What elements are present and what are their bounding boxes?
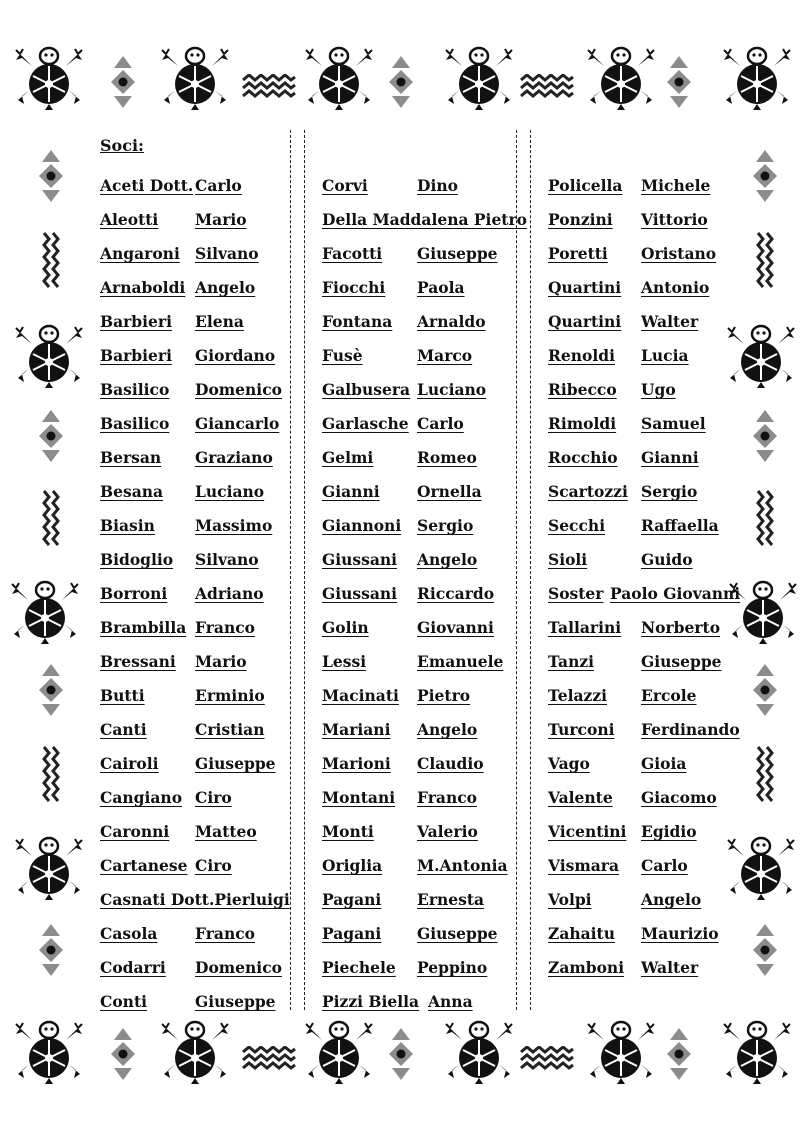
member-firstname: Carlo bbox=[641, 856, 688, 875]
member-firstname: Silvano bbox=[195, 244, 259, 263]
member-surname: Aleotti bbox=[100, 210, 159, 229]
member-firstname: Giuseppe bbox=[195, 992, 276, 1011]
turtle-icon bbox=[444, 44, 514, 110]
member-surname: Giussani bbox=[322, 550, 398, 569]
member-firstname: Marco bbox=[417, 346, 473, 365]
member-surname: Biasin bbox=[100, 516, 155, 535]
member-firstname: Egidio bbox=[641, 822, 697, 841]
diamond-icon bbox=[38, 922, 64, 978]
member-surname: Barbieri bbox=[100, 312, 172, 331]
member-firstname: Emanuele bbox=[417, 652, 504, 671]
member-surname: Volpi bbox=[548, 890, 592, 909]
zigzag-icon bbox=[242, 1046, 296, 1070]
member-surname: Cartanese bbox=[100, 856, 188, 875]
turtle-icon bbox=[304, 44, 374, 110]
zigzag-icon bbox=[754, 490, 776, 546]
member-surname: Basilico bbox=[100, 414, 170, 433]
member-surname: Codarri bbox=[100, 958, 166, 977]
member-surname: Scartozzi bbox=[548, 482, 628, 501]
turtle-icon bbox=[14, 322, 84, 388]
member-surname: Pagani bbox=[322, 890, 382, 909]
zigzag-icon bbox=[754, 746, 776, 802]
member-surname: Caronni bbox=[100, 822, 170, 841]
member-surname: Casola bbox=[100, 924, 158, 943]
member-surname: Renoldi bbox=[548, 346, 615, 365]
turtle-icon bbox=[10, 578, 80, 644]
member-surname: Zahaitu bbox=[548, 924, 615, 943]
member-firstname: Angelo bbox=[195, 278, 256, 297]
diamond-icon bbox=[38, 662, 64, 718]
diamond-icon bbox=[666, 1026, 692, 1082]
member-firstname: M.Antonia bbox=[417, 856, 508, 875]
member-firstname: Mario bbox=[195, 652, 247, 671]
member-firstname: Michele bbox=[641, 176, 711, 195]
turtle-icon bbox=[722, 44, 792, 110]
member-firstname: Ferdinando bbox=[641, 720, 740, 739]
member-firstname: Samuel bbox=[641, 414, 706, 433]
member-firstname: Graziano bbox=[195, 448, 273, 467]
diamond-icon bbox=[110, 1026, 136, 1082]
member-surname: Piechele bbox=[322, 958, 396, 977]
member-firstname: Silvano bbox=[195, 550, 259, 569]
member-surname: Ribecco bbox=[548, 380, 617, 399]
diamond-icon bbox=[388, 54, 414, 110]
member-firstname: Giuseppe bbox=[641, 652, 722, 671]
diamond-icon bbox=[752, 662, 778, 718]
member-surname: Tallarini bbox=[548, 618, 622, 637]
zigzag-icon bbox=[754, 232, 776, 288]
diamond-icon bbox=[38, 148, 64, 204]
column-separator bbox=[290, 130, 304, 1010]
diamond-icon bbox=[388, 1026, 414, 1082]
member-firstname: Raffaella bbox=[641, 516, 719, 535]
member-firstname: Giuseppe bbox=[417, 244, 498, 263]
member-surname: Galbusera bbox=[322, 380, 411, 399]
member-surname: Macinati bbox=[322, 686, 399, 705]
turtle-icon bbox=[14, 1018, 84, 1084]
member-surname: Zamboni bbox=[548, 958, 625, 977]
member-surname: Pizzi Biella bbox=[322, 992, 420, 1011]
member-surname: Monti bbox=[322, 822, 374, 841]
member-surname: Rocchio bbox=[548, 448, 618, 467]
member-firstname: Giancarlo bbox=[195, 414, 280, 433]
member-firstname: Riccardo bbox=[417, 584, 495, 603]
member-surname: Mariani bbox=[322, 720, 391, 739]
member-firstname: Claudio bbox=[417, 754, 484, 773]
member-firstname: Giuseppe bbox=[195, 754, 276, 773]
turtle-icon bbox=[726, 322, 796, 388]
member-firstname: Gianni bbox=[641, 448, 699, 467]
member-surname: Telazzi bbox=[548, 686, 608, 705]
member-surname: Giannoni bbox=[322, 516, 402, 535]
member-firstname: Giacomo bbox=[641, 788, 717, 807]
separator-line bbox=[290, 130, 291, 1010]
member-firstname: Pietro bbox=[417, 686, 471, 705]
member-firstname: Carlo bbox=[417, 414, 464, 433]
member-surname: Vago bbox=[548, 754, 590, 773]
member-firstname: Walter bbox=[641, 958, 699, 977]
member-surname: Sioli bbox=[548, 550, 588, 569]
turtle-icon bbox=[726, 834, 796, 900]
member-surname: Turconi bbox=[548, 720, 615, 739]
column-separator bbox=[516, 130, 530, 1010]
member-surname: Gelmi bbox=[322, 448, 374, 467]
turtle-icon bbox=[586, 1018, 656, 1084]
member-firstname: Franco bbox=[417, 788, 477, 807]
diamond-icon bbox=[666, 54, 692, 110]
member-surname: Bersan bbox=[100, 448, 162, 467]
member-firstname: Angelo bbox=[417, 550, 478, 569]
member-firstname: Domenico bbox=[195, 958, 282, 977]
member-firstname: Ugo bbox=[641, 380, 676, 399]
zigzag-icon bbox=[242, 74, 296, 98]
member-firstname: Arnaldo bbox=[417, 312, 486, 331]
page-title: Soci: bbox=[100, 136, 144, 155]
zigzag-icon bbox=[40, 746, 62, 802]
member-surname: Secchi bbox=[548, 516, 606, 535]
member-firstname: Adriano bbox=[195, 584, 264, 603]
turtle-icon bbox=[722, 1018, 792, 1084]
member-firstname: Angelo bbox=[417, 720, 478, 739]
member-surname: Ponzini bbox=[548, 210, 613, 229]
member-firstname: Walter bbox=[641, 312, 699, 331]
member-surname: Cangiano bbox=[100, 788, 183, 807]
turtle-icon bbox=[160, 44, 230, 110]
member-surname: Vicentini bbox=[548, 822, 627, 841]
member-firstname: Valerio bbox=[417, 822, 478, 841]
diamond-icon bbox=[110, 54, 136, 110]
member-firstname: Sergio bbox=[641, 482, 698, 501]
member-firstname: Matteo bbox=[195, 822, 257, 841]
member-surname: Garlasche bbox=[322, 414, 409, 433]
member-firstname: Angelo bbox=[641, 890, 702, 909]
member-surname: Besana bbox=[100, 482, 164, 501]
member-firstname: Franco bbox=[195, 618, 255, 637]
member-surname: Basilico bbox=[100, 380, 170, 399]
turtle-icon bbox=[14, 834, 84, 900]
member-surname: Quartini bbox=[548, 312, 622, 331]
member-surname: Quartini bbox=[548, 278, 622, 297]
member-surname: Poretti bbox=[548, 244, 608, 263]
member-firstname: Ciro bbox=[195, 856, 232, 875]
member-firstname: Massimo bbox=[195, 516, 273, 535]
diamond-icon bbox=[752, 148, 778, 204]
member-surname: Rimoldi bbox=[548, 414, 617, 433]
member-firstname: Domenico bbox=[195, 380, 282, 399]
turtle-icon bbox=[586, 44, 656, 110]
member-surname: Angaroni bbox=[100, 244, 180, 263]
member-surname: Montani bbox=[322, 788, 396, 807]
member-firstname: Vittorio bbox=[641, 210, 708, 229]
member-firstname: Peppino bbox=[417, 958, 488, 977]
zigzag-icon bbox=[520, 74, 574, 98]
member-surname: Cairoli bbox=[100, 754, 159, 773]
zigzag-icon bbox=[40, 490, 62, 546]
member-surname: Lessi bbox=[322, 652, 367, 671]
member-surname: Arnaboldi bbox=[100, 278, 186, 297]
diamond-icon bbox=[38, 408, 64, 464]
member-surname: Policella bbox=[548, 176, 623, 195]
diamond-icon bbox=[752, 922, 778, 978]
member-surname: Casnati Dott.Pierluigi bbox=[100, 890, 290, 909]
member-firstname: Romeo bbox=[417, 448, 477, 467]
member-surname: Bidoglio bbox=[100, 550, 174, 569]
separator-line bbox=[304, 130, 305, 1010]
member-surname: Origlia bbox=[322, 856, 383, 875]
turtle-icon bbox=[14, 44, 84, 110]
member-surname: Fontana bbox=[322, 312, 393, 331]
member-surname: Butti bbox=[100, 686, 145, 705]
member-surname: Bressani bbox=[100, 652, 176, 671]
member-surname: Aceti Dott. bbox=[100, 176, 194, 195]
member-firstname: Antonio bbox=[641, 278, 710, 297]
member-firstname: Elena bbox=[195, 312, 244, 331]
member-firstname: Norberto bbox=[641, 618, 721, 637]
member-firstname: Giovanni bbox=[417, 618, 494, 637]
member-firstname: Giuseppe bbox=[417, 924, 498, 943]
member-surname: Facotti bbox=[322, 244, 383, 263]
member-surname: Canti bbox=[100, 720, 147, 739]
member-firstname: Paolo Giovanni bbox=[610, 584, 741, 603]
member-surname: Marioni bbox=[322, 754, 391, 773]
member-surname: Giussani bbox=[322, 584, 398, 603]
member-surname: Pagani bbox=[322, 924, 382, 943]
member-firstname: Ernesta bbox=[417, 890, 485, 909]
member-firstname: Ercole bbox=[641, 686, 697, 705]
member-firstname: Oristano bbox=[641, 244, 717, 263]
turtle-icon bbox=[304, 1018, 374, 1084]
turtle-icon bbox=[444, 1018, 514, 1084]
member-surname: Fusè bbox=[322, 346, 363, 365]
turtle-icon bbox=[160, 1018, 230, 1084]
member-firstname: Maurizio bbox=[641, 924, 719, 943]
member-firstname: Franco bbox=[195, 924, 255, 943]
member-surname: Vismara bbox=[548, 856, 620, 875]
member-surname: Conti bbox=[100, 992, 147, 1011]
zigzag-icon bbox=[520, 1046, 574, 1070]
member-firstname: Luciano bbox=[195, 482, 265, 501]
member-firstname: Sergio bbox=[417, 516, 474, 535]
member-firstname: Guido bbox=[641, 550, 693, 569]
zigzag-icon bbox=[40, 232, 62, 288]
member-firstname: Mario bbox=[195, 210, 247, 229]
member-firstname: Carlo bbox=[195, 176, 242, 195]
member-surname: Valente bbox=[548, 788, 613, 807]
member-firstname: Erminio bbox=[195, 686, 265, 705]
member-surname: Borroni bbox=[100, 584, 168, 603]
member-surname: Corvi bbox=[322, 176, 368, 195]
member-firstname: Cristian bbox=[195, 720, 265, 739]
member-firstname: Gioia bbox=[641, 754, 687, 773]
separator-line bbox=[516, 130, 517, 1010]
member-firstname: Luciano bbox=[417, 380, 487, 399]
diamond-icon bbox=[752, 408, 778, 464]
member-surname: Della Maddalena Pietro bbox=[322, 210, 527, 229]
member-firstname: Giordano bbox=[195, 346, 276, 365]
member-surname: Soster bbox=[548, 584, 604, 603]
member-surname: Barbieri bbox=[100, 346, 172, 365]
member-surname: Fiocchi bbox=[322, 278, 386, 297]
member-surname: Golin bbox=[322, 618, 369, 637]
separator-line bbox=[530, 130, 531, 1010]
member-firstname: Paola bbox=[417, 278, 465, 297]
member-surname: Tanzi bbox=[548, 652, 595, 671]
member-firstname: Ornella bbox=[417, 482, 482, 501]
member-firstname: Ciro bbox=[195, 788, 232, 807]
member-firstname: Lucia bbox=[641, 346, 689, 365]
member-surname: Brambilla bbox=[100, 618, 187, 637]
member-firstname: Anna bbox=[428, 992, 473, 1011]
member-firstname: Dino bbox=[417, 176, 458, 195]
member-surname: Gianni bbox=[322, 482, 380, 501]
